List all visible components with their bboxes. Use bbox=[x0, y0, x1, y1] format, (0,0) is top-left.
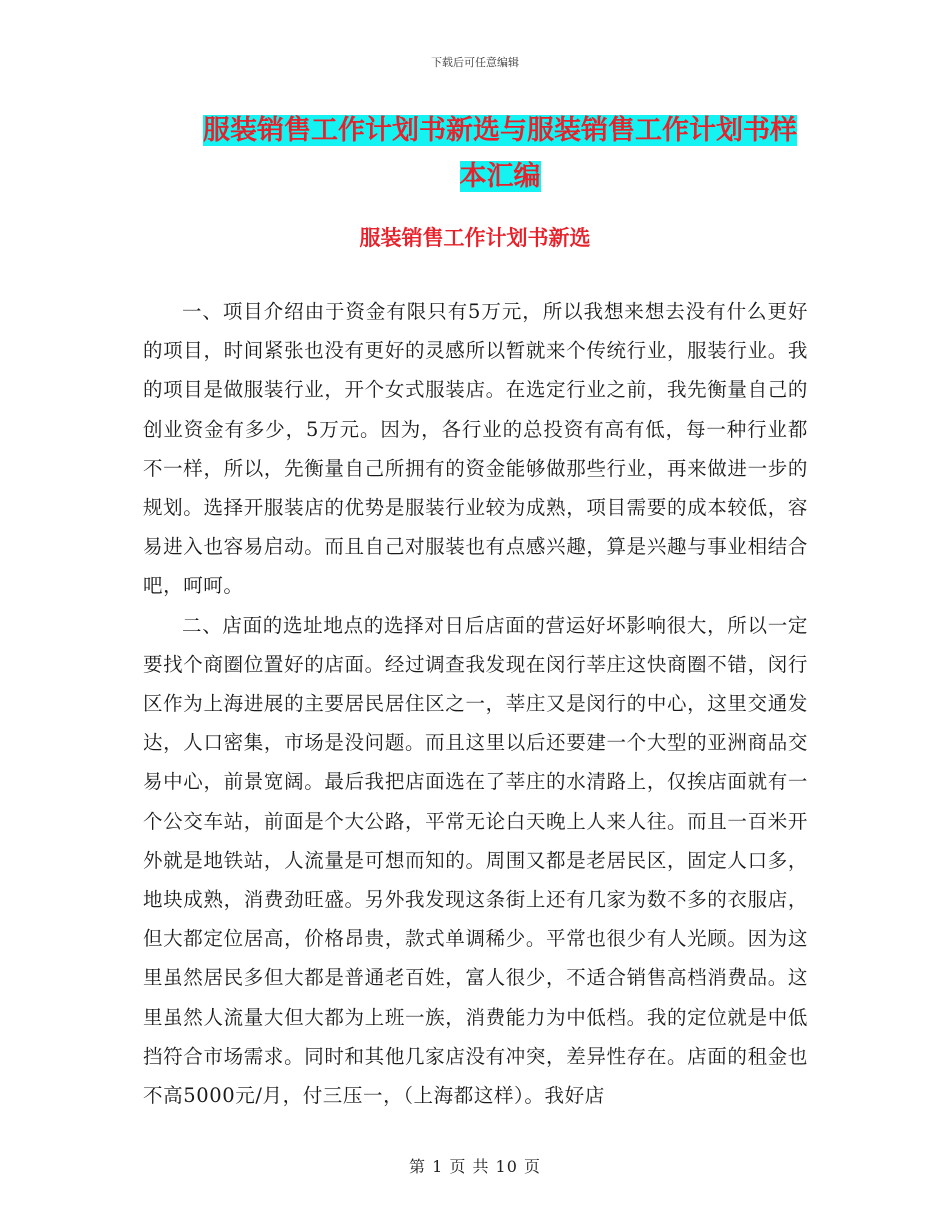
document-title-text: 服装销售工作计划书新选与服装销售工作计划书样本汇编 bbox=[203, 115, 797, 192]
paragraph-project-intro: 一、项目介绍由于资金有限只有5万元，所以我想来想去没有什么更好的项目，时间紧张也没有更好的灵感所以暂就来个传统行业，服装行业。我的项目是做服装行业，开个女式服装店。在选定行业之前，我先衡量自己的创业资金有多少，5万元。因为，各行业的总投资有高有低，每一种行业都不一样，所以，先衡量自己所拥有的资金能够做那些行业，再来做进一步的规划。选择开服装店的优势是服装行业较为成熟，项目需要的成本较低，容易进入也容易启动。而且自己对服装也有点感兴趣，算是兴趣与事业相结合吧，呵呵。 bbox=[143, 300, 808, 598]
paragraph-store-location: 二、店面的选址地点的选择对日后店面的营运好坏影响很大，所以一定要找个商圈位置好的店面。经过调查我发现在闵行莘庄这快商圈不错，闵行区作为上海进展的主要居民居住区之一，莘庄又是闵行的中心，这里交通发达，人口密集，市场是没问题。而且这里以后还要建一个大型的亚洲商品交易中心，前景宽阔。最后我把店面选在了莘庄的水清路上，仅挨店面就有一个公交车站，前面是个大公路，平常无论白天晚上人来人往。而且一百米开外就是地铁站，人流量是可想而知的。周围又都是老居民区，固定人口多，地块成熟，消费劲旺盛。另外我发现这条街上还有几家为数不多的衣服店，但大都定位居高，价格昂贵，款式单调稀少。平常也很少有人光顾。因为这里虽然居民多但大都是普通老百姓，富人很少，不适合销售高档消费品。这里虽然人流量大但大都为上班一族，消费能力为中低档。我的定位就是中低挡符合市场需求。同时和其他几家店没有冲突，差异性存在。店面的租金也不高5000元/月，付三压一，（上海都这样）。我好店 bbox=[143, 613, 808, 1108]
document-body bbox=[143, 292, 808, 1115]
page-header-note: 下载后可任意编辑 bbox=[431, 56, 519, 69]
document-title bbox=[190, 108, 810, 200]
section-title: 服装销售工作计划书新选 bbox=[359, 226, 591, 250]
page-footer: 第 1 页 共 10 页 bbox=[409, 1157, 541, 1176]
